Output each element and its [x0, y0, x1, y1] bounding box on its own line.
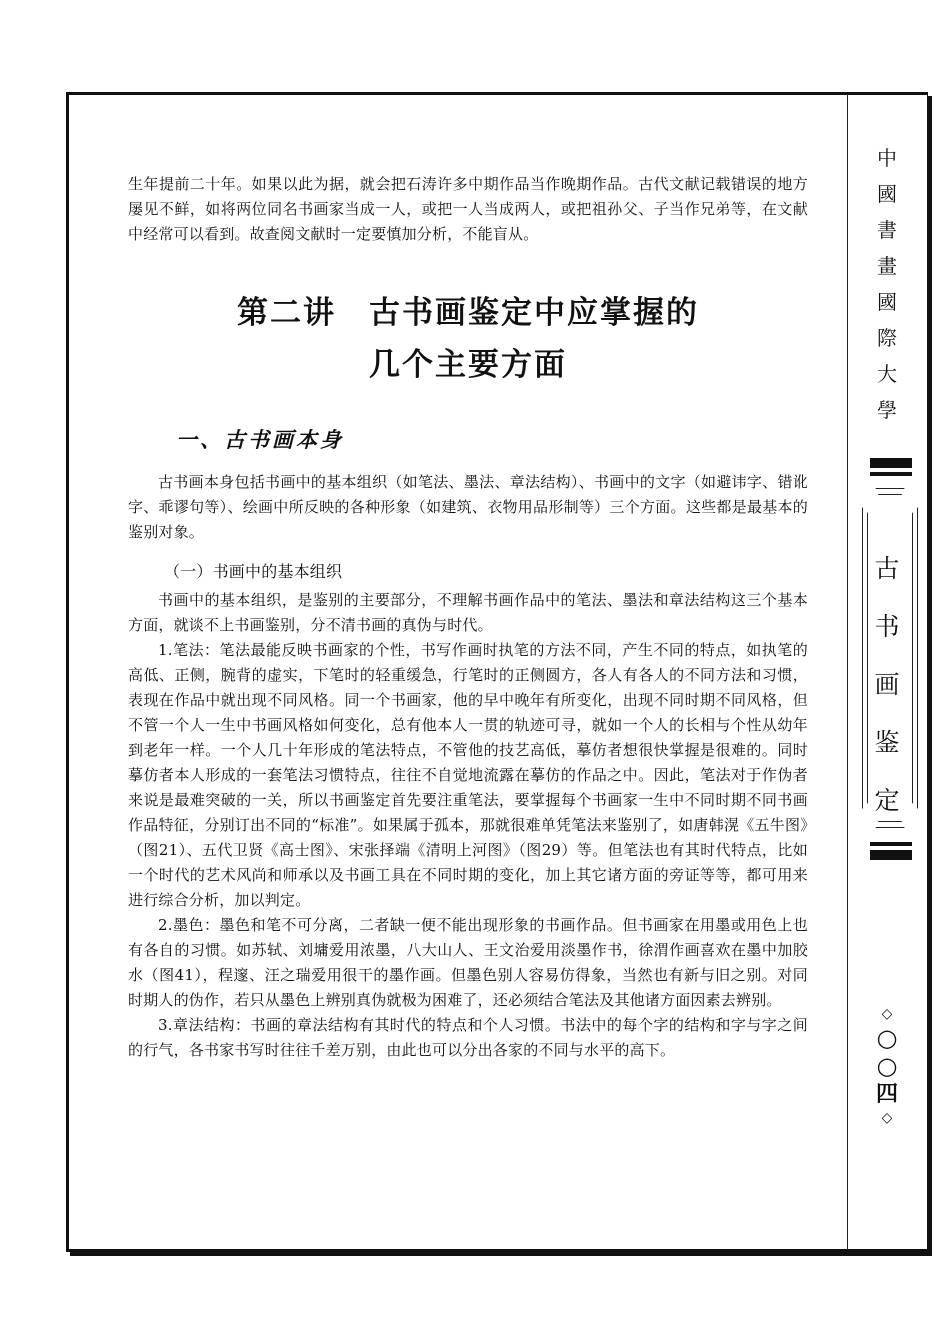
paragraph-brushwork: 1.笔法：笔法最能反映书画家的个性，书写作画时执笔的方法不同，产生不同的特点，如执笔的高低、正侧，腕背的虚实，下笔时的轻重缓急，行笔时的正侧圆方，各人有各人的不同方法和习惯，表现在作品中就出现不同风格。同一个书画家，他的早中晚年有所变化，出现不同时期不同风格，但不管一个人一生中书画风格如何变化，总有他本人一贯的轨迹可寻，就如一个人的长相与个性从幼年到老年一样。一个人几十年形成的笔法特点，不管他的技艺高低，摹仿者想很快掌握是很难的。同时摹仿者本人形成的一套笔法习惯特点，往往不自觉地流露在摹仿的作品之中。因此，笔法对于作伪者来说是最难突破的一关，所以书画鉴定首先要注重笔法，要掌握每个书画家一生中不同时期不同书画作品特征，分别订出不同的“标准”。如果属于孤本，那就很难单凭笔法来鉴别了，如唐韩滉《五牛图》（图21）、五代卫贤《高士图》、宋张择端《清明上河图》（图29）等。但笔法也有其时代特点，比如一个时代的艺术风尚和师承以及书画工具在不同时期的变化，加上其它诸方面的旁证等等，都可用来进行综合分析，加以判定。 [128, 641, 808, 909]
title-char: 古 [874, 554, 900, 583]
school-char: 中 [877, 146, 897, 170]
school-char: 學 [877, 398, 897, 422]
diamond-icon: ◇ [881, 1006, 893, 1022]
page-number-char: ○ [876, 1052, 898, 1080]
chapter-title-line-2: 几个主要方面 [369, 347, 567, 383]
section-title: 一、古书画本身 [176, 427, 344, 452]
school-char: 書 [877, 218, 897, 242]
page-number-char: 四 [875, 1081, 898, 1107]
paragraph-composition: 3.章法结构：书画的章法结构有其时代的特点和个人习惯。书法中的每个字的结构和字与字之间的行气，各书家书写时往往千差万别，由此也可以分出各家的不同与水平的高下。 [128, 1016, 808, 1059]
page-number-char: ○ [876, 1024, 898, 1052]
main-text [128, 172, 808, 1063]
title-char: 定 [874, 786, 900, 815]
chapter-title-line-1: 第二讲 古书画鉴定中应掌握的 [237, 295, 699, 331]
school-char: 大 [877, 362, 897, 386]
section-paragraph: 古书画本身包括书画中的基本组织（如笔法、墨法、章法结构）、书画中的文字（如避讳字、错讹字、乖谬句等）、绘画中所反映的各种形象（如建筑、衣物用品形制等）三个方面。这些都是最基本的鉴别对象。 [128, 473, 808, 541]
decor-band-bottom-thin [870, 842, 912, 846]
decor-band-top [870, 458, 912, 468]
diamond-icon: ◇ [881, 1110, 893, 1126]
school-char: 際 [877, 326, 897, 350]
sidebar-school-name [856, 140, 918, 428]
page-number [856, 1004, 918, 1128]
title-char: 画 [874, 670, 900, 699]
title-char: 鉴 [874, 728, 900, 757]
frame-shadow-right [928, 96, 932, 1256]
title-char: 书 [874, 612, 900, 641]
paragraph-basic-organization: 书画中的基本组织，是鉴别的主要部分，不理解书画作品中的笔法、墨法和章法结构这三个基本方面，就谈不上书画鉴别，分不清书画的真伪与时代。 [128, 591, 808, 634]
school-char: 國 [877, 182, 897, 206]
sidebar-divider [847, 94, 848, 1250]
frame-shadow-bottom [70, 1252, 932, 1256]
subsection-title: （一）书画中的基本组织 [164, 562, 343, 581]
decor-band-top-thin [870, 472, 912, 476]
sidebar-book-title [856, 540, 918, 830]
chapter-title [128, 287, 808, 391]
paragraph-ink: 2.墨色：墨色和笔不可分离，二者缺一便不能出现形象的书画作品。但书画家在用墨或用色上也有各自的习惯。如苏轼、刘墉爱用浓墨，八大山人、王文治爱用淡墨作书，徐渭作画喜欢在墨中加胶水（图41），程邃、汪之瑞爱用很干的墨作画。但墨色别人容易仿得象，当然也有新与旧之别。对同时期人的伪作，若只从墨色上辨别真伪就极为困难了，还必须结合笔法及其他诸方面因素去辨别。 [128, 916, 808, 1009]
school-char: 國 [877, 290, 897, 314]
intro-paragraph: 生年提前二十年。如果以此为据，就会把石涛许多中期作品当作晚期作品。古代文献记载错误的地方屡见不鲜，如将两位同名书画家当成一人，或把一人当成两人，或把祖孙父、子当作兄弟等，在文献中经常可以看到。故查阅文献时一定要慎加分析，不能盲从。 [128, 175, 808, 243]
decor-band-bottom [870, 850, 912, 860]
school-char: 畫 [877, 254, 897, 278]
